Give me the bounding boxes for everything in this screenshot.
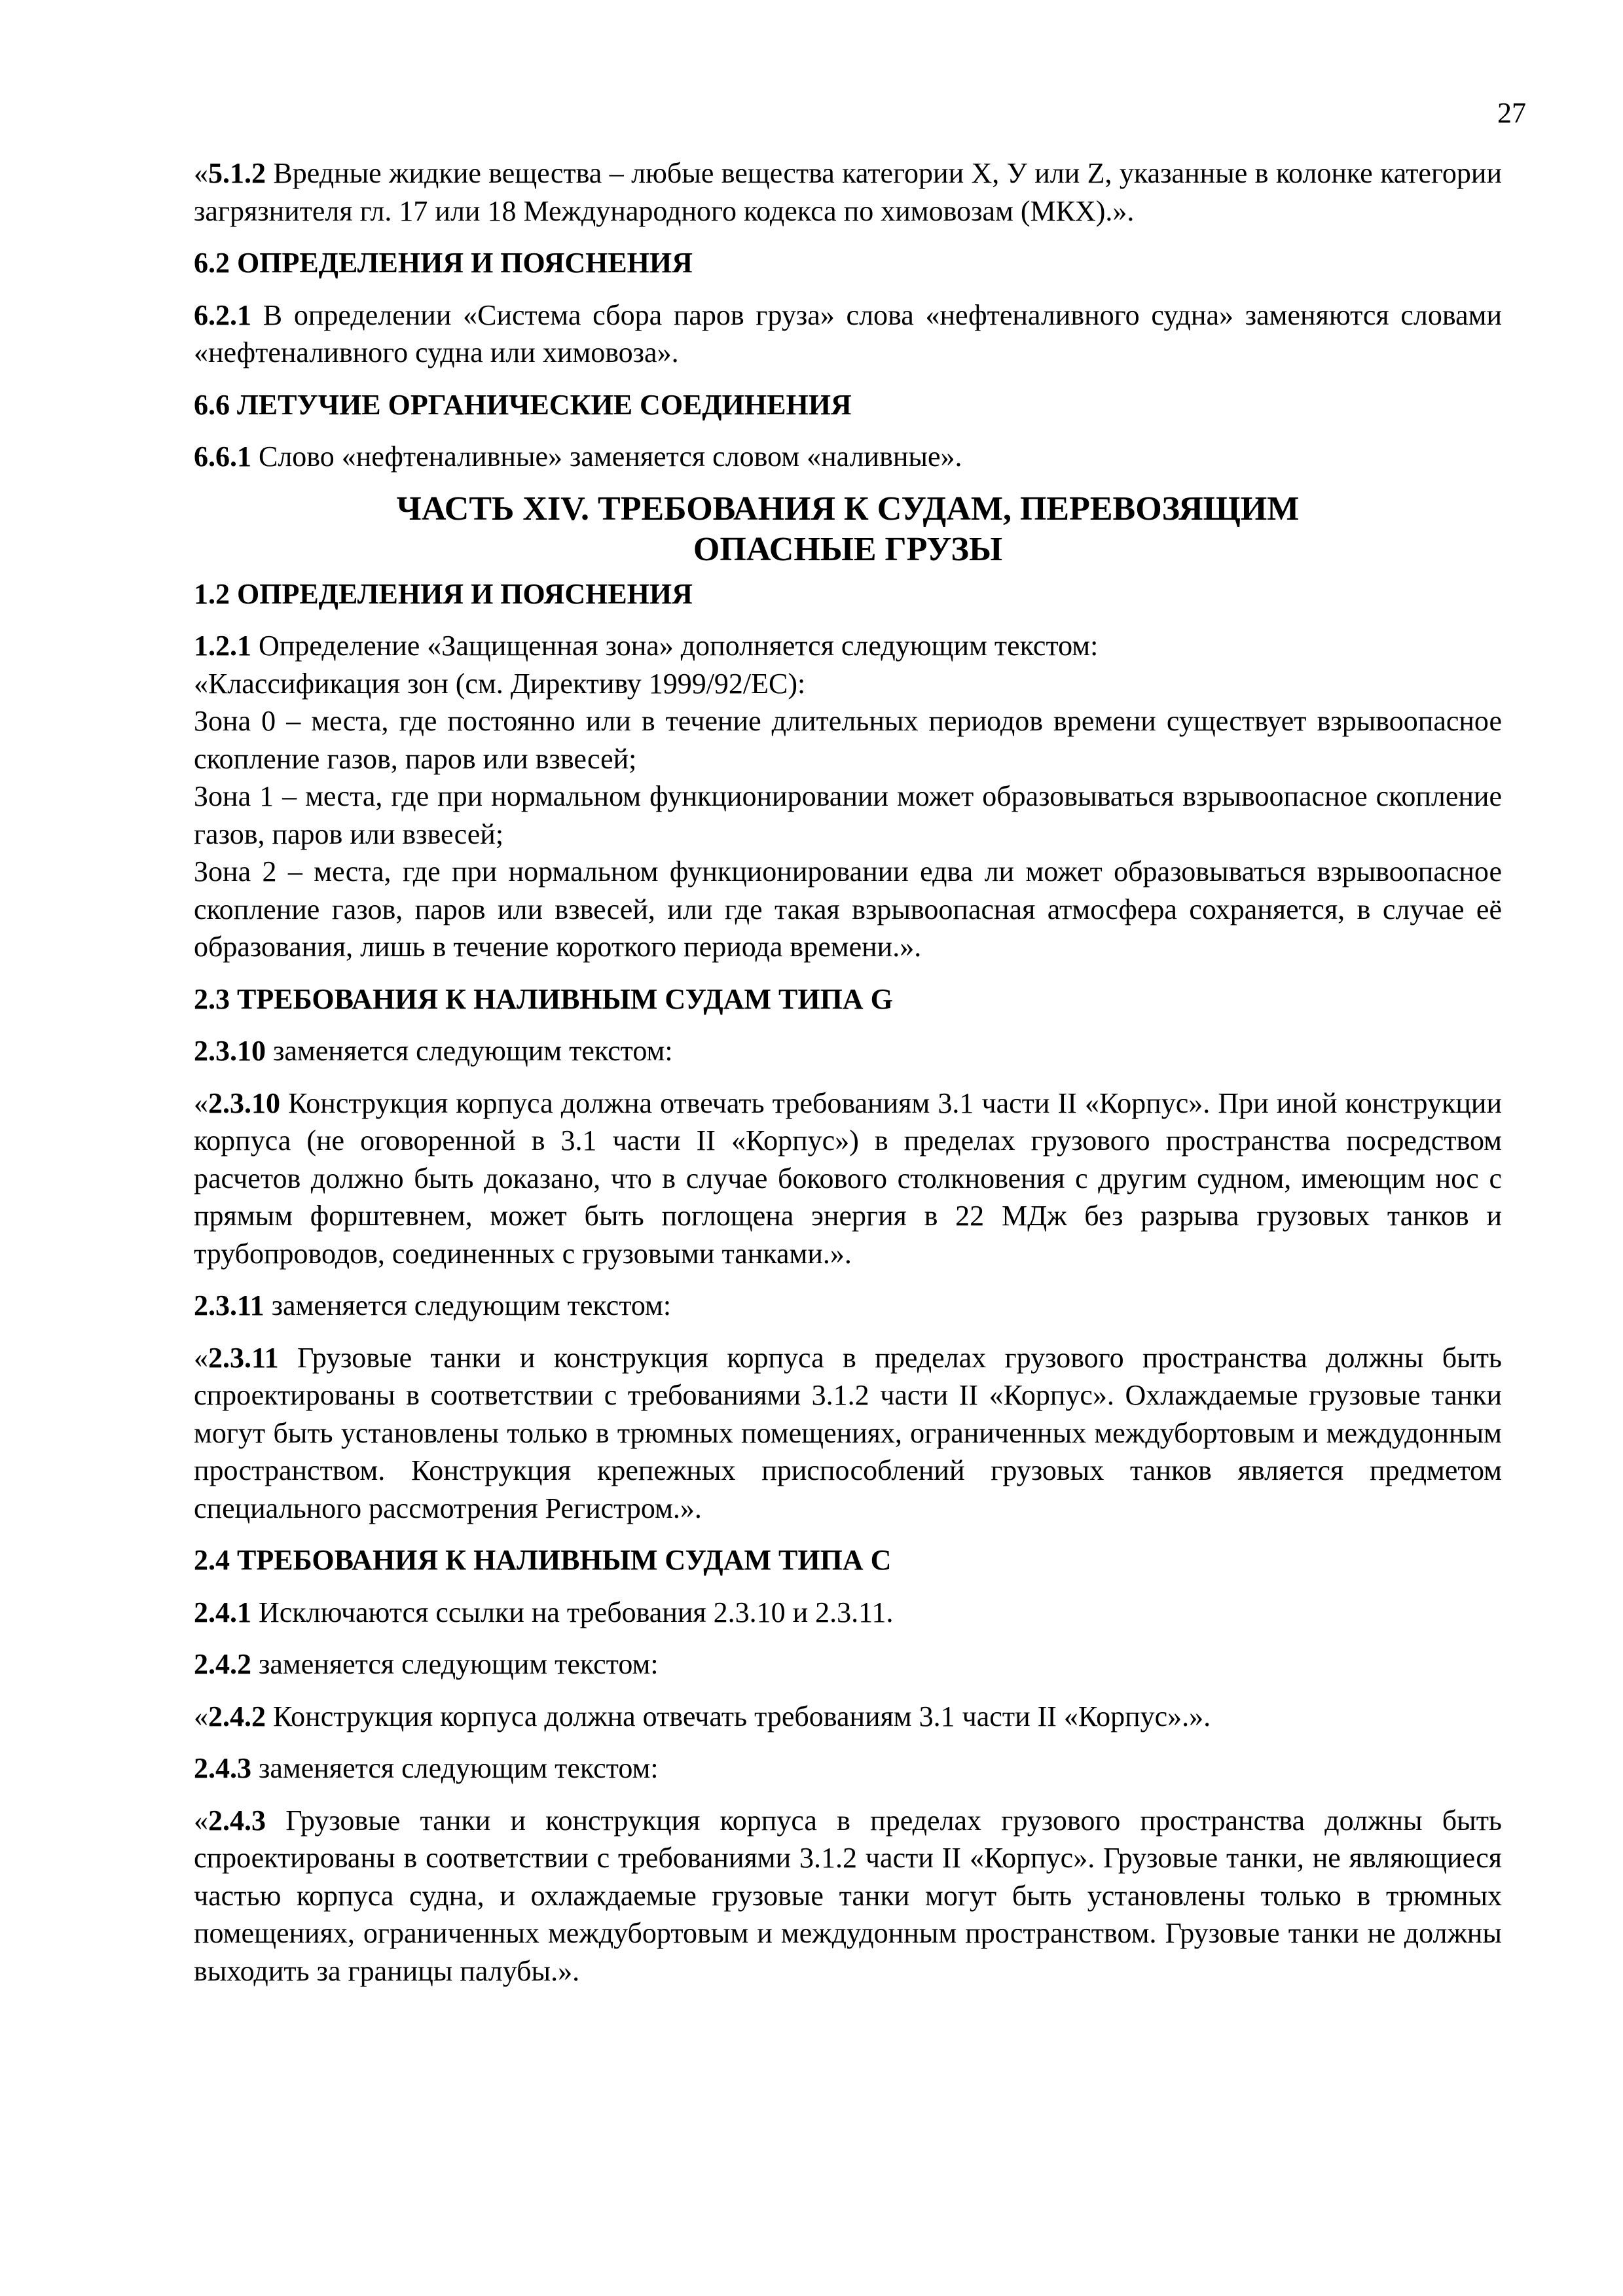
clause-text: Определение «Защищенная зона» дополняется следующим текстом: (251, 630, 1099, 662)
part-title-line-2: ОПАСНЫЕ ГРУЗЫ (693, 530, 1003, 568)
clause-number: 1.2.1 (194, 630, 251, 662)
clause-text: заменяется следующим текстом: (266, 1035, 673, 1067)
part-title-line-1: ЧАСТЬ XIV. ТРЕБОВАНИЯ К СУДАМ, ПЕРЕВОЗЯЩИМ (396, 490, 1300, 528)
section-heading-6-6: 6.6 ЛЕТУЧИЕ ОРГАНИЧЕСКИЕ СОЕДИНЕНИЯ (194, 388, 852, 421)
clause-number: 6.2.1 (194, 298, 251, 331)
part-title (194, 489, 1502, 570)
paragraph-6-2-1 (194, 296, 1502, 372)
clause-number: 2.3.11 (194, 1289, 264, 1321)
quote-mark: « (194, 1804, 208, 1837)
clause-text: Конструкция корпуса должна отвечать требованиям 3.1 части II «Корпус».». (266, 1700, 1211, 1732)
clause-number: 5.1.2 (208, 157, 266, 189)
paragraph-2-4-3 (194, 1802, 1502, 1990)
clause-text: Грузовые танки и конструкция корпуса в пределах грузового пространства должны быть спроектированы в соответствии с требованиями 3.1.2 части II «Корпус». Грузовые танки, не являющиеся частью корпуса судна, и охлаждаемые грузовые танки могут быть установлены только в трюмных помещениях, ограниченных междубортовым и междудонным пространством. Грузовые танки не должны выходить за границы палубы.». (194, 1804, 1502, 1987)
paragraph-2-4-1 (194, 1594, 1502, 1632)
zone-2-definition: Зона 2 – места, где при нормальном функционировании едва ли может образовываться взрывоопасное скопление газов, паров или взвесей, или где такая взрывоопасная атмосфера сохраняется, в случае её образования, лишь в течение короткого периода времени.». (194, 855, 1502, 963)
clause-number: 2.3.11 (208, 1341, 279, 1374)
clause-text: Конструкция корпуса должна отвечать требованиям 3.1 части II «Корпус». При иной конструкции корпуса (не оговоренной в 3.1 части II «Корпус») в пределах грузового пространства посредством расчетов должно быть доказано, что в случае бокового столкновения с другим судном, имеющим нос с прямым форштевнем, может быть поглощена энергия в 22 МДж без разрыва грузовых танков и трубопроводов, соединенных с грузовыми танками.». (194, 1086, 1502, 1270)
clause-text: В определении «Система сбора паров груза» слова «нефтеналивного судна» заменяются словами «нефтеналивного судна или химовоза». (194, 298, 1502, 368)
clause-number: 2.3.10 (194, 1035, 266, 1067)
paragraph-2-4-3-intro (194, 1749, 1502, 1787)
clause-text: Вредные жидкие вещества – любые вещества категории X, У или Z, указанные в колонке категории загрязнителя гл. 17 или 18 Международного кодекса по химовозам (МКХ).». (194, 157, 1502, 227)
clause-text: заменяется следующим текстом: (251, 1648, 659, 1680)
quote-mark: « (194, 157, 208, 189)
zone-1-definition: Зона 1 – места, где при нормальном функционировании может образовываться взрывоопасное скопление газов, паров или взвесей; (194, 780, 1502, 850)
section-heading-2-4: 2.4 ТРЕБОВАНИЯ К НАЛИВНЫМ СУДАМ ТИПА С (194, 1544, 892, 1576)
page-number: 27 (1497, 97, 1526, 129)
clause-number: 2.4.2 (208, 1700, 266, 1732)
clause-text: заменяется следующим текстом: (251, 1752, 659, 1784)
section-heading-2-3: 2.3 ТРЕБОВАНИЯ К НАЛИВНЫМ СУДАМ ТИПА G (194, 982, 893, 1015)
document-body (194, 154, 1502, 1990)
clause-number: 6.6.1 (194, 440, 251, 473)
clause-text: Исключаются ссылки на требования 2.3.10 и 2.3.11. (251, 1596, 894, 1628)
section-heading-1-2: 1.2 ОПРЕДЕЛЕНИЯ И ПОЯСНЕНИЯ (194, 577, 693, 610)
zone-classification-intro: «Классификация зон (см. Директиву 1999/92/ЕС): (194, 667, 806, 700)
clause-number: 2.4.3 (194, 1752, 251, 1784)
paragraph-2-3-10 (194, 1085, 1502, 1273)
quote-mark: « (194, 1086, 208, 1119)
clause-text: Грузовые танки и конструкция корпуса в пределах грузового пространства должны быть спроектированы в соответствии с требованиями 3.1.2 части II «Корпус». Охлаждаемые грузовые танки могут быть установлены только в трюмных помещениях, ограниченных междубортовым и междудонным пространством. Конструкция крепежных приспособлений грузовых танков является предметом специального рассмотрения Регистром.». (194, 1341, 1502, 1524)
paragraph-6-6-1 (194, 438, 1502, 476)
paragraph-2-4-2 (194, 1698, 1502, 1736)
section-heading-6-2: 6.2 ОПРЕДЕЛЕНИЯ И ПОЯСНЕНИЯ (194, 247, 693, 279)
clause-number: 2.4.1 (194, 1596, 251, 1628)
clause-number: 2.4.3 (208, 1804, 266, 1837)
clause-text: заменяется следующим текстом: (264, 1289, 672, 1321)
paragraph-2-4-2-intro (194, 1645, 1502, 1683)
clause-number: 2.3.10 (208, 1086, 280, 1119)
paragraph-2-3-10-intro (194, 1032, 1502, 1070)
clause-number: 2.4.2 (194, 1648, 251, 1680)
zone-0-definition: Зона 0 – места, где постоянно или в течение длительных периодов времени существует взрывоопасное скопление газов, паров или взвесей; (194, 705, 1502, 775)
clause-text: Слово «нефтеналивные» заменяется словом «наливные». (251, 440, 962, 473)
paragraph-2-3-11-intro (194, 1287, 1502, 1325)
paragraph-2-3-11 (194, 1339, 1502, 1528)
quote-mark: « (194, 1341, 208, 1374)
paragraph-1-2-1 (194, 627, 1502, 665)
paragraph-5-1-2 (194, 154, 1502, 230)
quote-mark: « (194, 1700, 208, 1732)
